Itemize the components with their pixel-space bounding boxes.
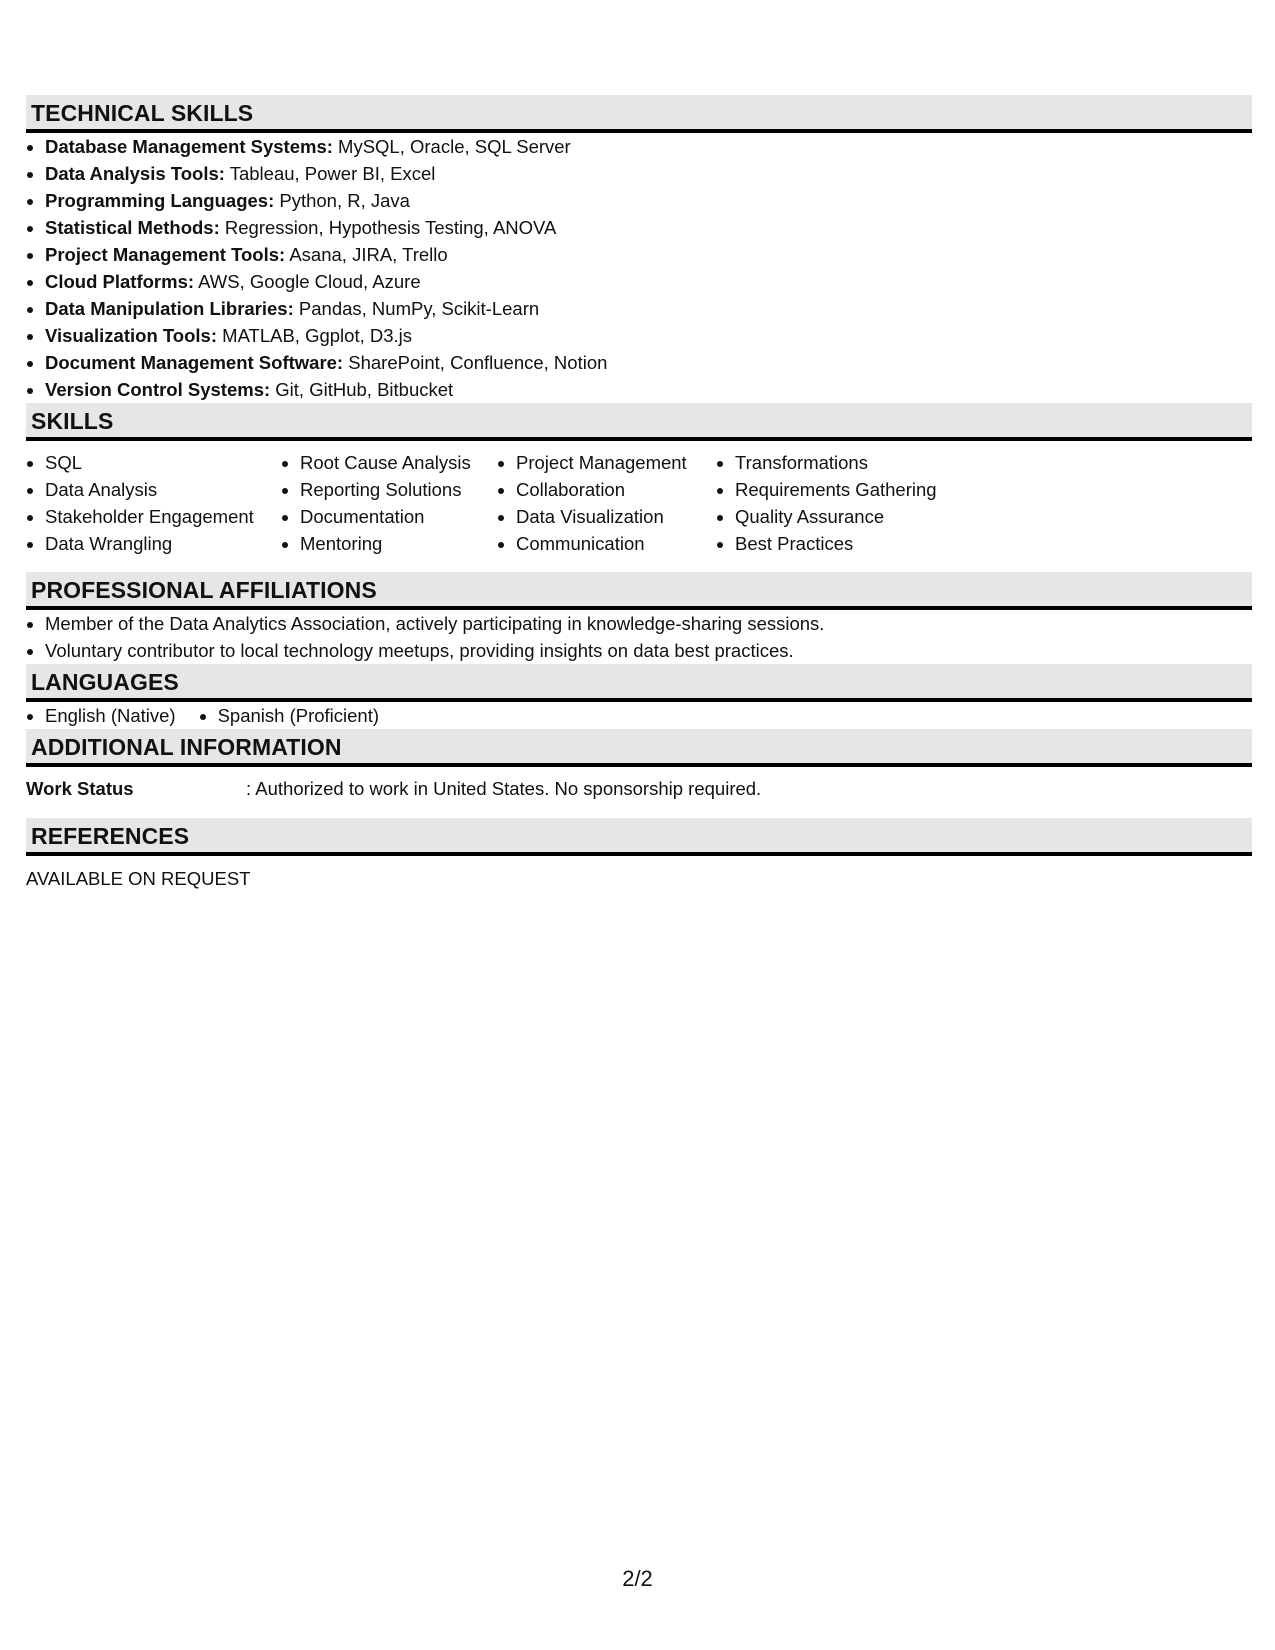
technical-skills-section — [26, 95, 1252, 403]
list-item — [26, 349, 1252, 376]
work-status-row — [26, 767, 1252, 818]
list-item — [26, 160, 1252, 187]
skill-category-value: Regression, Hypothesis Testing, ANOVA — [224, 217, 557, 238]
skills-grid — [26, 441, 1252, 572]
skills-header: SKILLS — [26, 403, 1252, 441]
skills-column — [281, 449, 497, 557]
skill-category-label: Version Control Systems: — [45, 379, 271, 400]
skill-category-value: MySQL, Oracle, SQL Server — [338, 136, 571, 157]
skill-category-value: Asana, JIRA, Trello — [289, 244, 448, 265]
references-text: AVAILABLE ON REQUEST — [26, 868, 251, 889]
skill-category-label: Database Management Systems: — [45, 136, 333, 157]
skill-category-label: Cloud Platforms: — [45, 271, 195, 292]
skill-category-value: Pandas, NumPy, Scikit-Learn — [298, 298, 540, 319]
work-status-label: Work Status — [26, 778, 134, 799]
list-item: Quality Assurance — [716, 503, 976, 530]
list-item: Root Cause Analysis — [281, 449, 497, 476]
languages-list — [26, 702, 1252, 729]
work-status-value: : Authorized to work in United States. No sponsorship required. — [246, 778, 762, 799]
list-item: English (Native) — [26, 702, 176, 729]
skills-column — [497, 449, 716, 557]
skill-category-value: MATLAB, Ggplot, D3.js — [222, 325, 413, 346]
list-item: Data Analysis — [26, 476, 281, 503]
references-header: REFERENCES — [26, 818, 1252, 856]
list-item: Project Management — [497, 449, 716, 476]
skill-category-label: Data Analysis Tools: — [45, 163, 225, 184]
affiliations-header: PROFESSIONAL AFFILIATIONS — [26, 572, 1252, 610]
languages-header: LANGUAGES — [26, 664, 1252, 702]
skill-category-value: SharePoint, Confluence, Notion — [348, 352, 608, 373]
resume-page — [26, 95, 1252, 892]
skills-column — [26, 449, 281, 557]
affiliations-list — [26, 610, 1252, 664]
additional-info-section — [26, 729, 1252, 818]
technical-skills-list — [26, 133, 1252, 403]
list-item: Data Visualization — [497, 503, 716, 530]
skills-column — [716, 449, 976, 557]
additional-info-header: ADDITIONAL INFORMATION — [26, 729, 1252, 767]
page-number: 2/2 — [622, 1566, 653, 1591]
affiliations-section — [26, 572, 1252, 664]
skill-category-label: Data Manipulation Libraries: — [45, 298, 294, 319]
list-item: Transformations — [716, 449, 976, 476]
list-item — [26, 376, 1252, 403]
skill-category-label: Document Management Software: — [45, 352, 344, 373]
list-item: Voluntary contributor to local technology meetups, providing insights on data best practices. — [26, 637, 1252, 664]
skill-category-label: Statistical Methods: — [45, 217, 220, 238]
skill-category-value: Tableau, Power BI, Excel — [229, 163, 436, 184]
list-item: Stakeholder Engagement — [26, 503, 281, 530]
list-item: Communication — [497, 530, 716, 557]
skill-category-value: Python, R, Java — [279, 190, 410, 211]
list-item: Reporting Solutions — [281, 476, 497, 503]
list-item: SQL — [26, 449, 281, 476]
list-item — [26, 268, 1252, 295]
skill-category-label: Project Management Tools: — [45, 244, 286, 265]
skill-category-value: Git, GitHub, Bitbucket — [275, 379, 454, 400]
list-item: Documentation — [281, 503, 497, 530]
skill-category-value: AWS, Google Cloud, Azure — [198, 271, 421, 292]
list-item: Best Practices — [716, 530, 976, 557]
list-item — [26, 241, 1252, 268]
list-item — [26, 295, 1252, 322]
technical-skills-header: TECHNICAL SKILLS — [26, 95, 1252, 133]
skill-category-label: Visualization Tools: — [45, 325, 218, 346]
list-item: Data Wrangling — [26, 530, 281, 557]
list-item — [26, 187, 1252, 214]
list-item: Spanish (Proficient) — [199, 702, 379, 729]
list-item — [26, 214, 1252, 241]
skill-category-label: Programming Languages: — [45, 190, 275, 211]
list-item: Member of the Data Analytics Association, actively participating in knowledge-sharing sessions. — [26, 610, 1252, 637]
references-section — [26, 818, 1252, 892]
languages-section — [26, 664, 1252, 729]
list-item — [26, 322, 1252, 349]
list-item: Requirements Gathering — [716, 476, 976, 503]
skills-section — [26, 403, 1252, 572]
list-item: Mentoring — [281, 530, 497, 557]
list-item: Collaboration — [497, 476, 716, 503]
list-item — [26, 133, 1252, 160]
